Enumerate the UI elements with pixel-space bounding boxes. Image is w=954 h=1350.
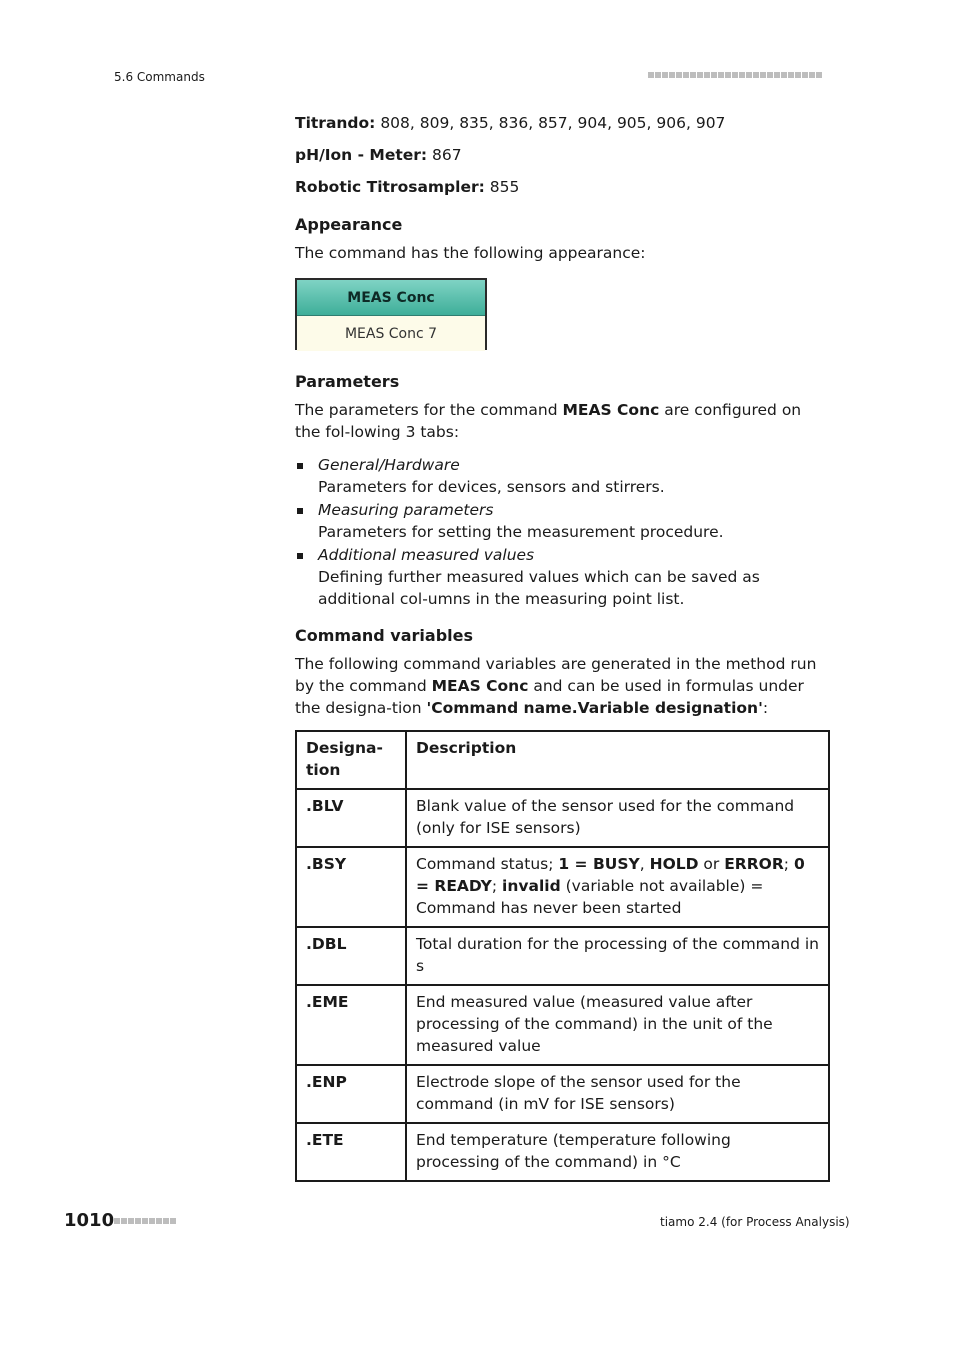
column-header-description: Description: [406, 731, 829, 789]
running-header: 5.6 Commands: [114, 70, 205, 84]
footer-decoration: [114, 1218, 177, 1237]
command-widget-label: MEAS Conc 7: [297, 316, 485, 351]
table-row: [296, 927, 829, 985]
table-header-row: [296, 731, 829, 789]
variable-name: .ETE: [296, 1123, 406, 1181]
command-variables-heading: Command variables: [295, 626, 473, 645]
table-row: [296, 847, 829, 927]
variable-description: Total duration for the processing of the command in s: [406, 927, 829, 985]
variables-intro: The following command variables are generated in the method run by the command MEAS Conc and can be used in formulas under the designa-tion 'Command name.Variable designation':: [295, 655, 817, 717]
command-widget: [295, 278, 487, 350]
list-item: Additional measured values Defining further measured values which can be saved as additional col-umns in the measuring point list.: [295, 544, 829, 610]
variable-name: .ENP: [296, 1065, 406, 1123]
variable-description: End temperature (temperature following processing of the command) in °C: [406, 1123, 829, 1181]
page-content: [295, 112, 829, 1182]
table-row: [296, 985, 829, 1065]
appearance-intro: The command has the following appearance:: [295, 244, 646, 262]
device-titrando: Titrando: 808, 809, 835, 836, 857, 904, 905, 906, 907: [295, 114, 726, 132]
page-number: 1010: [64, 1210, 115, 1231]
list-item: General/Hardware Parameters for devices, sensors and stirrers.: [295, 454, 829, 498]
variables-table: [295, 730, 830, 1182]
header-decoration: [648, 72, 823, 91]
variable-name: .BLV: [296, 789, 406, 847]
variable-name: .BSY: [296, 847, 406, 927]
parameter-tab-list: [295, 454, 829, 610]
appearance-heading: Appearance: [295, 215, 403, 234]
parameters-heading: Parameters: [295, 372, 400, 391]
variable-name: .EME: [296, 985, 406, 1065]
table-row: [296, 1123, 829, 1181]
variable-description: Command status; 1 = BUSY, HOLD or ERROR; 0 = READY; invalid (variable not available) = Command has never been started: [406, 847, 829, 927]
device-phion: pH/Ion - Meter: 867: [295, 146, 462, 164]
parameters-intro: The parameters for the command MEAS Conc are configured on the fol-lowing 3 tabs:: [295, 401, 802, 441]
variable-description: Electrode slope of the sensor used for the command (in mV for ISE sensors): [406, 1065, 829, 1123]
command-widget-title: MEAS Conc: [297, 280, 485, 316]
variable-description: End measured value (measured value after processing of the command) in the unit of the measured value: [406, 985, 829, 1065]
table-row: [296, 1065, 829, 1123]
list-item: Measuring parameters Parameters for setting the measurement procedure.: [295, 499, 829, 543]
variable-name: .DBL: [296, 927, 406, 985]
product-name: tiamo 2.4 (for Process Analysis): [660, 1215, 850, 1229]
device-robotic: Robotic Titrosampler: 855: [295, 178, 520, 196]
table-row: [296, 789, 829, 847]
variable-description: Blank value of the sensor used for the command (only for ISE sensors): [406, 789, 829, 847]
column-header-designation: Designa-tion: [296, 731, 406, 789]
